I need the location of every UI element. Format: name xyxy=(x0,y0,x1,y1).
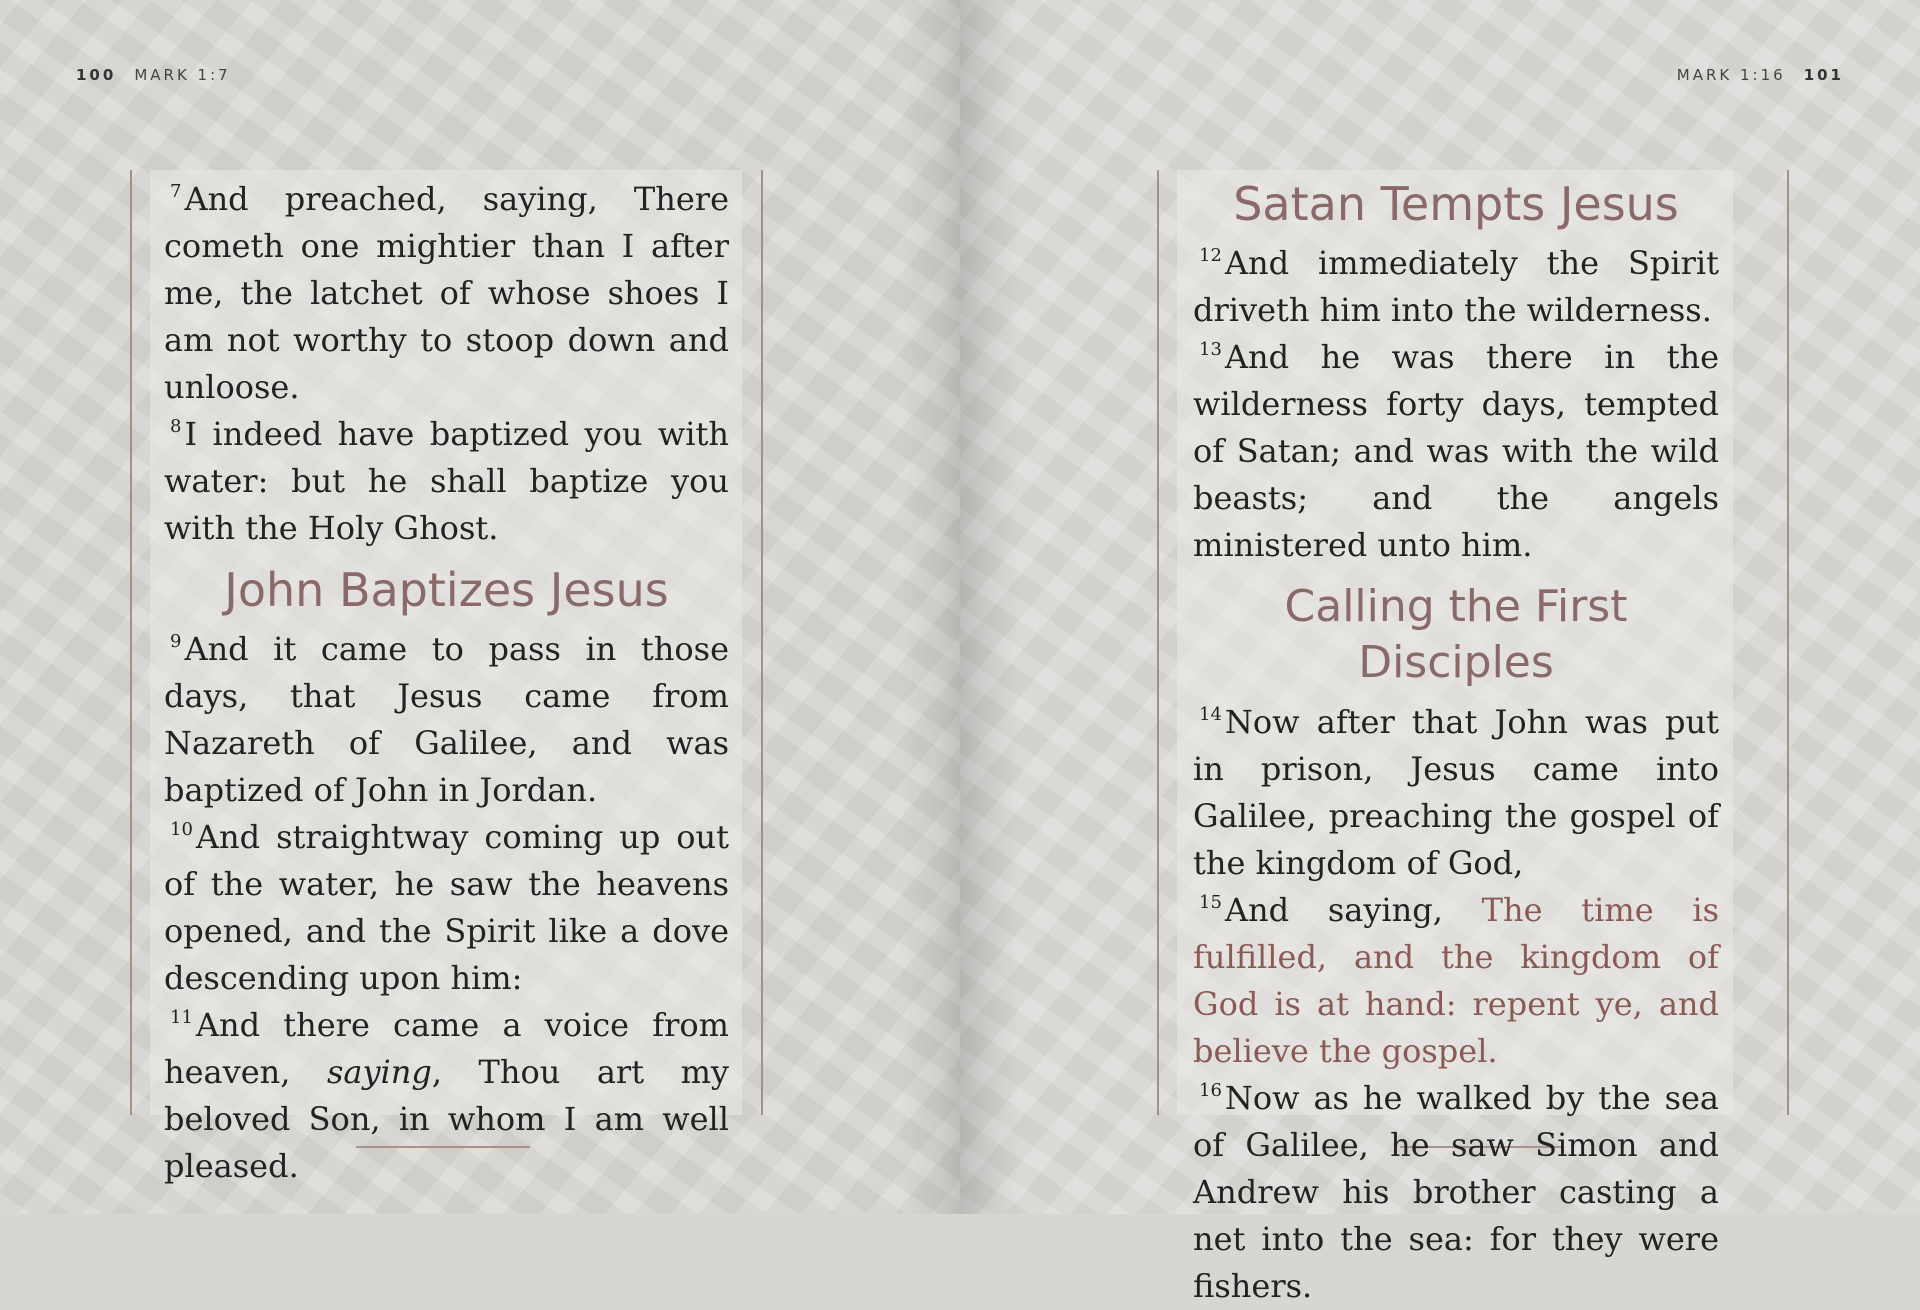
scripture-text xyxy=(164,176,729,1190)
verse: $^{14}$Now after that John was put in prison, Jesus came into Galilee, preaching the gospel of the kingdom of God, xyxy=(1193,703,1719,882)
verse-number: 11 xyxy=(170,1007,193,1028)
verse: $^9$And it came to pass in those days, that Jesus came from Nazareth of Galilee, and was baptized of John in Jordan. xyxy=(164,630,729,809)
column-rule-left xyxy=(130,170,132,1115)
verse-number: 15 xyxy=(1199,892,1222,913)
verse: $^{10}$And straightway coming up out of the water, he saw the heavens opened, and the Spirit like a dove descending upon him: xyxy=(164,818,729,997)
words-of-christ: The time is fulfilled, and the kingdom of God is at hand: repent ye, and believe the gospel. xyxy=(1193,891,1720,1070)
chapter-verse-reference: MARK 1:16 xyxy=(1676,66,1786,84)
verse-number: 9 xyxy=(170,631,182,652)
verse-number: 10 xyxy=(170,819,193,840)
scripture-text xyxy=(1193,176,1719,1310)
verse-number: 13 xyxy=(1199,339,1222,360)
verse-number: 8 xyxy=(170,416,182,437)
verse-number: 14 xyxy=(1199,704,1222,725)
running-head-right xyxy=(1659,66,1844,84)
running-head-left xyxy=(76,66,249,84)
verse: $^{12}$And immediately the Spirit driveth him into the wilderness. xyxy=(1193,244,1719,329)
page-number: 101 xyxy=(1803,66,1844,84)
column-rule-left xyxy=(1157,170,1159,1115)
column-rule-right xyxy=(1787,170,1789,1115)
section-heading: Calling the First Disciples xyxy=(1284,581,1628,688)
verse-number: 16 xyxy=(1199,1080,1222,1101)
right-page xyxy=(960,0,1920,1305)
chapter-verse-reference: MARK 1:7 xyxy=(134,66,231,84)
page-number: 100 xyxy=(76,66,117,84)
verse: $^{15}$And saying, The time is fulfilled, and the kingdom of God is at hand: repent ye, and believe the gospel. xyxy=(1193,891,1720,1070)
verse: $^{11}$And there came a voice from heaven, saying, Thou art my beloved Son, in whom I am well pleased. xyxy=(164,1006,730,1185)
section-heading: John Baptizes Jesus xyxy=(224,563,669,617)
verse: $^{16}$Now as he walked by the sea of Galilee, he saw Simon and Andrew his brother casting a net into the sea: for they were fishers. xyxy=(1193,1079,1719,1305)
verse-number: 7 xyxy=(170,181,182,202)
verse: $^8$I indeed have baptized you with water: but he shall baptize you with the Holy Ghost. xyxy=(164,415,729,547)
verse: $^7$And preached, saying, There cometh one mightier than I after me, the latchet of whose shoes I am not worthy to stoop down and unloose. xyxy=(164,180,729,406)
verse-number: 12 xyxy=(1199,245,1222,266)
column-rule-right xyxy=(761,170,763,1115)
verse: $^{13}$And he was there in the wilderness forty days, tempted of Satan; and was with the wild beasts; and the angels ministered unto him. xyxy=(1193,338,1719,564)
italic-word: saying xyxy=(326,1053,432,1091)
left-page xyxy=(0,0,960,1214)
section-heading: Satan Tempts Jesus xyxy=(1233,177,1679,231)
